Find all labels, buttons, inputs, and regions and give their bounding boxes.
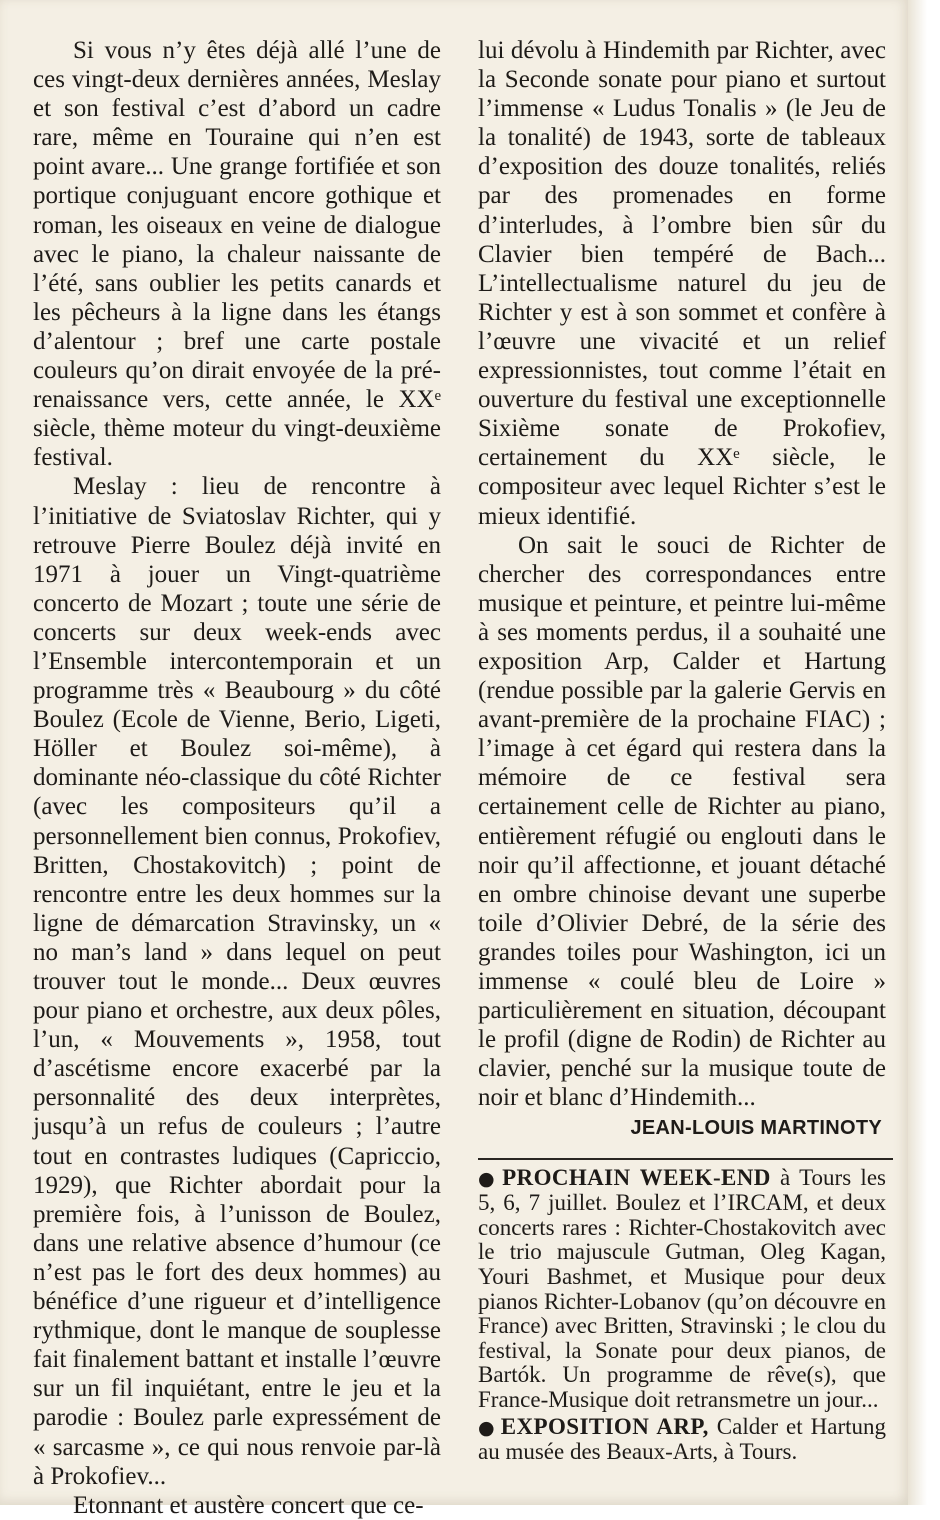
- info-item: [478, 1166, 886, 1413]
- article-paragraph: lui dévolu à Hindemith par Richter, avec la Seconde sonate pour piano et surtout l’immense « Ludus Tonalis » (le Jeu de la tonalité) de 1943, sorte de tableaux d’exposition des douze tonalités, reliés par des promenades en forme d’interludes, à l’ombre bien sûr du Clavier bien tempéré de Bach... L’intellectualisme naturel du jeu de Richter y est à son sommet et confère à l’œuvre une vivacité et un relief expressionnistes, tout comme l’était en ouverture du festival une exceptionnelle Sixième sonate de Prokofiev, certainement du XXᵉ siècle, le compositeur avec lequel Richter s’est le mieux identifié.: [478, 37, 886, 530]
- article-paragraph: Etonnant et austère concert que ce-: [73, 1491, 424, 1519]
- info-item-lead: EXPOSITION ARP,: [500, 1413, 709, 1439]
- scan-margin: [908, 0, 940, 1505]
- article-paragraph: Meslay : lieu de rencontre à l’initiative de Sviatoslav Richter, qui y retrouve Pierre Boulez déjà invité en 1971 à jouer un Vingt-quatrième concerto de Mozart ; toute une série de concerts sur deux week-ends avec l’Ensemble intercontemporain et un programme très « Beaubourg » du côté Boulez (Ecole de Vienne, Berio, Ligeti, Höller et Boulez soi-même), à dominante néo-classique du côté Richter (avec les compositeurs qu’il a personnellement bien connus, Prokofiev, Britten, Chostakovitch) ; point de rencontre entre les deux hommes sur la ligne de démarcation Stravinsky, un « no man’s land » dans lequel on peut trouver tout le monde... Deux œuvres pour piano et orchestre, aux deux pôles, l’un, « Mouvements », 1958, tout d’ascétisme encore exacerbé par la personnalité des deux interprètes, jusqu’à un refus de couleurs ; l’autre tout en contrastes ludiques (Capriccio, 1929), que Richter abordait pour la première fois, à l’unisson de Boulez, dans une relative absence d’humour (ce n’est pas le fort des deux hommes) au bénéfice d’une rigueur et d’intelligence rythmique, dont le manque de souplesse fait finalement battant et installe l’œuvre sur un fil inquiétant, entre le jeu et la parodie : Boulez parle expressément de « sarcasme », ce qui nous renvoie par-là à Prokofiev...: [33, 473, 441, 1490]
- info-item: [478, 1415, 886, 1465]
- section-divider: [478, 1158, 893, 1160]
- info-item-text: à Tours les 5, 6, 7 juillet. Boulez et l’IRCAM, et deux concerts rares : Richter-Chostakovitch avec le trio majuscule Gutman, Oleg Kagan, Youri Bashmet, et Musique pour deux pianos Richter-Lobanov (qu’on découvre en France) avec Britten, Stravinski ; le clou du festival, la Sonate pour deux pianos, de Bartók. Un programme de rêve(s), que France-Musique doit retransmetre un jour...: [478, 1164, 886, 1412]
- author-signature: JEAN-LOUIS MARTINOTY: [630, 1117, 882, 1140]
- article-right-column: [478, 36, 886, 1465]
- bullet-icon: ●: [478, 1167, 499, 1190]
- article-paragraph: Si vous n’y êtes déjà allé l’une de ces vingt-deux dernières années, Meslay et son festival c’est d’abord un cadre rare, même en Touraine qui n’en est point avare... Une grange fortifiée et son portique conjuguant encore gothique et roman, les oiseaux en veine de dialogue avec le piano, la chaleur naissante de l’été, sans oublier les petits canards et les pêcheurs à la ligne dans les étangs d’alentour ; bref une carte postale couleurs qu’on dirait envoyée de la pré-renaissance vers, cette année, le XXᵉ siècle, thème moteur du vingt-deuxième festival.: [33, 37, 441, 472]
- info-item-text: Calder et Hartung au musée des Beaux-Arts, à Tours.: [478, 1413, 886, 1465]
- article-left-column: [33, 36, 441, 1520]
- info-box: [478, 1166, 886, 1465]
- info-item-lead: PROCHAIN WEEK-END: [502, 1164, 771, 1190]
- article-paragraph: On sait le souci de Richter de chercher des correspondances entre musique et peinture, et peintre lui-même à ses moments perdus, il a souhaité une exposition Arp, Calder et Hartung (rendue possible par la galerie Gervis en avant-première de la prochaine FIAC) ; l’image à cet égard qui restera dans la mémoire de ce festival sera certainement celle de Richter au piano, entièrement réfugié ou englouti dans le noir qu’il affectionne, et jouant détaché en ombre chinoise devant une superbe toile d’Olivier Debré, de la série des grandes toiles pour Washington, ici un immense « coulé bleu de Loire » particulièrement en situation, découpant le profil (digne de Rodin) de Richter au clavier, penché sur la musique toute de noir et blanc d’Hindemith...: [478, 531, 886, 1112]
- bullet-icon: ●: [478, 1416, 497, 1439]
